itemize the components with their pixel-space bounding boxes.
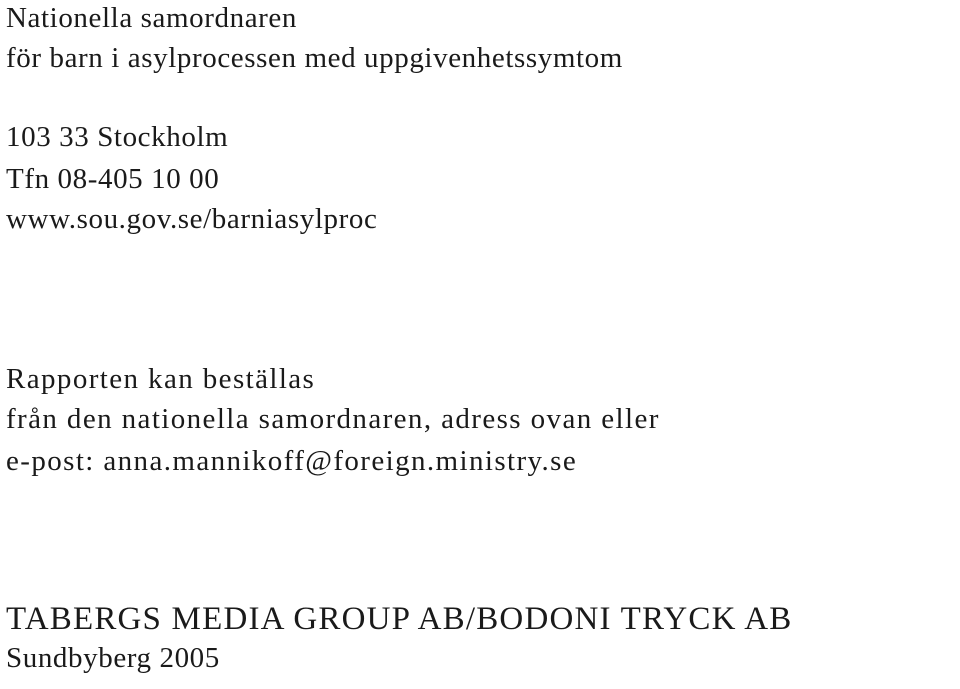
ordering-info-line1: Rapporten kan beställas: [6, 363, 316, 395]
phone-number: Tfn 08-405 10 00: [6, 163, 220, 195]
organization-name-line2: för barn i asylprocessen med uppgivenhetssymtom: [6, 42, 623, 74]
printer-name: TABERGS MEDIA GROUP AB/BODONI TRYCK AB: [6, 601, 793, 637]
website-url: www.sou.gov.se/barniasylproc: [6, 203, 378, 235]
printer-place-year: Sundbyberg 2005: [6, 642, 220, 674]
ordering-info-line2: från den nationella samordnaren, adress ovan eller: [6, 403, 660, 435]
postal-address: 103 33 Stockholm: [6, 121, 229, 153]
ordering-info-email: e-post: anna.mannikoff@foreign.ministry.se: [6, 445, 578, 477]
organization-name-line1: Nationella samordnaren: [6, 2, 298, 34]
